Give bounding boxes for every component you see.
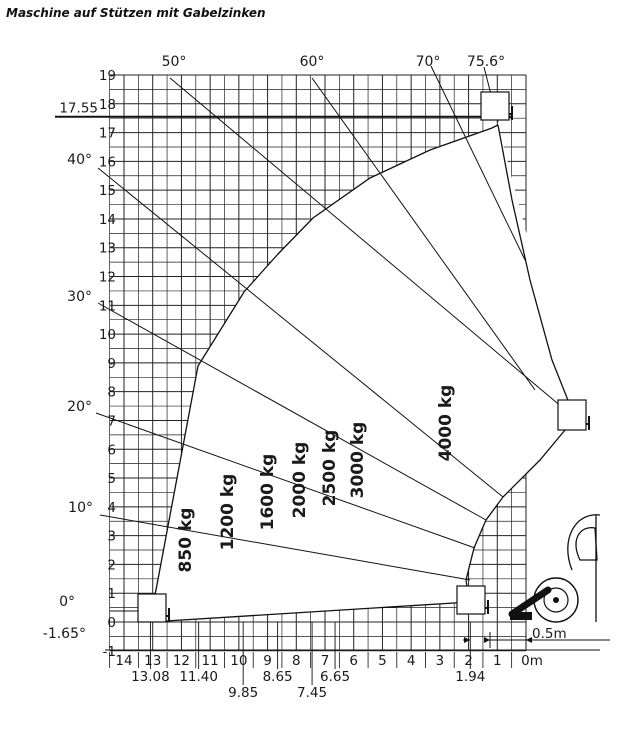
carriage-0deg: [138, 594, 166, 622]
page-title: Maschine auf Stützen mit Gabelzinken: [6, 6, 266, 20]
carriage-75deg: [481, 92, 509, 120]
x-tick-label: 10: [230, 653, 248, 669]
y-tick-label: 10: [98, 327, 116, 344]
x-tick-label: 9: [263, 653, 272, 669]
sub-label: 9.85: [228, 685, 259, 701]
boom-angle-label: 30°: [67, 289, 92, 305]
y-tick-label: 19: [98, 68, 116, 84]
x-tick-label: 13: [144, 653, 162, 669]
load-zone-label: 4000 kg: [436, 384, 456, 462]
max-height-label: 17.55: [59, 100, 98, 117]
offset-arrow-in: [464, 637, 470, 643]
sub-label: 7.45: [297, 685, 328, 701]
y-tick-label: 14: [98, 211, 116, 228]
y-tick-label: 17: [98, 125, 116, 142]
x-tick-label: 5: [378, 653, 387, 669]
y-tick-label: 9: [107, 355, 116, 372]
y-tick-label: 18: [98, 96, 116, 113]
boom-angle-label: 60°: [299, 54, 325, 70]
load-zone-label: 2500 kg: [320, 429, 340, 507]
stabilizer-foot: [510, 612, 532, 620]
boom-angle-label: 20°: [67, 399, 92, 415]
y-tick-label: 13: [98, 240, 116, 257]
x-tick-label: 4: [406, 653, 416, 669]
y-tick-label: 5: [107, 471, 116, 488]
carriage-retracted: [457, 586, 485, 614]
y-tick-label: 11: [98, 298, 116, 315]
x-tick-label: 0m: [521, 653, 543, 669]
x-tick-label: 2: [464, 653, 473, 669]
y-tick-label: 3: [107, 528, 116, 545]
sub-label: 8.65: [262, 669, 293, 685]
load-zone-label: 2000 kg: [290, 441, 310, 519]
load-zone-label: 1600 kg: [258, 453, 278, 531]
y-tick-label: 15: [98, 183, 116, 200]
sub-label: 6.65: [320, 669, 351, 685]
boom-angle-label: 0°: [59, 594, 75, 610]
y-tick-label: 1: [107, 586, 116, 603]
y-tick-label: -1: [102, 643, 116, 660]
load-zone-label: 1200 kg: [218, 473, 238, 551]
x-tick-label: 11: [201, 653, 219, 669]
x-tick-label: 6: [349, 653, 359, 669]
carriage-extended: [558, 400, 586, 430]
offset-arrow-left: [484, 637, 490, 643]
envelope: [150, 125, 575, 622]
sub-label: 1.94: [455, 669, 486, 685]
x-tick-label: 3: [435, 653, 445, 669]
boom-angle-label: 10°: [68, 500, 93, 516]
boom-angle-label: 50°: [161, 54, 187, 70]
boom-angle-label: 70°: [415, 54, 441, 70]
x-tick-label: 8: [291, 653, 301, 669]
sub-label: 11.40: [179, 669, 218, 685]
sub-label: 13.08: [131, 669, 170, 685]
load-zone-label: 3000 kg: [348, 421, 368, 499]
x-tick-label: 7: [320, 653, 330, 669]
front-wheel-axle: [553, 597, 559, 603]
boom-angle-label: 75.6°: [466, 54, 506, 70]
load-zone-label: 850 kg: [176, 507, 196, 573]
envelope-fill: [150, 125, 575, 622]
x-tick-label: 12: [172, 653, 191, 669]
x-tick-label: 1: [492, 653, 502, 669]
min-height-label: -1.65°: [42, 626, 86, 642]
y-tick-label: 8: [107, 384, 116, 401]
y-tick-label: 2: [107, 557, 116, 574]
y-tick-label: 0: [107, 615, 116, 631]
y-tick-label: 4: [107, 499, 116, 516]
cab-window: [576, 528, 597, 560]
y-tick-label: 7: [107, 413, 116, 430]
y-tick-label: 12: [98, 269, 116, 286]
offset-label: 0.5m: [532, 626, 567, 642]
x-tick-label: 14: [115, 653, 133, 669]
boom-angle-label: 40°: [67, 152, 92, 168]
y-tick-label: 6: [107, 442, 116, 459]
y-tick-label: 16: [98, 154, 116, 171]
